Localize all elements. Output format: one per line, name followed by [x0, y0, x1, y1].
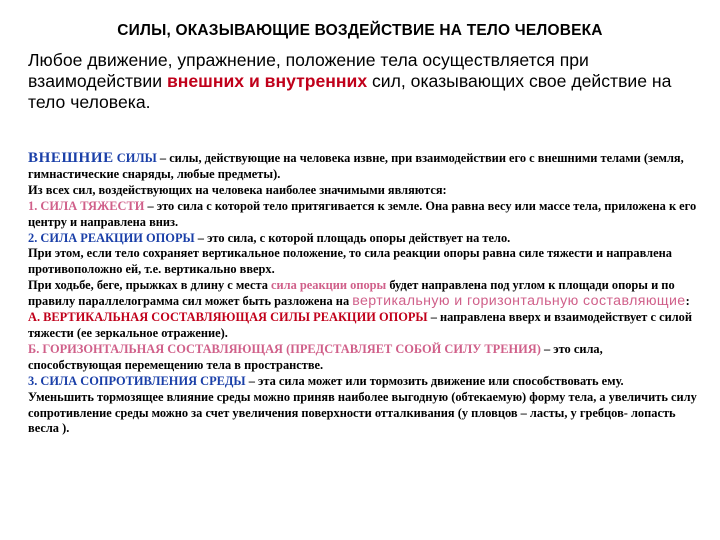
horizontal-paragraph	[28, 342, 698, 374]
resistance-note: Уменьшить тормозящее влияние среды можно приняв наиболее выгодную (обтекаемую) форму тела, а увеличить силу сопротивление среды можно за счет увеличения поверхности отталкивания (у пловцов – ласты, у гребцов- лопасть весла ).	[28, 389, 697, 436]
vertical-paragraph	[28, 310, 698, 342]
intro-text-1: Любое движение, упражнение, положение тела осуществляется при взаимодействии	[28, 50, 589, 91]
resistance-text: – эта сила может или тормозить движение или способствовать ему.	[245, 373, 624, 388]
support-paragraph	[28, 231, 698, 247]
support-text: – это сила, с которой площадь опоры действует на тело.	[194, 230, 511, 245]
support-p3a: При ходьбе, беге, прыжках в длину с места	[28, 278, 271, 293]
external-note: Из всех сил, воздействующих на человека наиболее значимыми являются:	[28, 182, 447, 197]
intro-paragraph	[28, 50, 700, 113]
support-label: 2. СИЛА РЕАКЦИИ ОПОРЫ	[28, 230, 195, 245]
external-heading: ВНЕШНИЕ	[28, 150, 114, 166]
gravity-text: – это сила с которой тело притягивается к земле. Она равна весу или массе тела, приложена к его центру и направлена вниз.	[28, 198, 697, 229]
vertical-text: – направлена вверх и взаимодействует с силой тяжести (ее зеркальное отражение).	[28, 310, 693, 340]
support-reaction-term: сила реакции опоры	[271, 278, 387, 293]
gravity-label: 1. СИЛА ТЯЖЕСТИ	[28, 198, 145, 213]
gravity-paragraph	[28, 199, 698, 231]
resistance-label: 3. СИЛА СОПРОТИВЛЕНИЯ СРЕДЫ	[28, 373, 246, 388]
support-p3e: :	[685, 294, 690, 309]
components-term: вертикальную и горизонтальную составляющие	[352, 293, 686, 310]
intro-highlight: внешних и внутренних	[166, 71, 368, 91]
external-definition: – силы, действующие на человека извне, при взаимодействии его с внешними телами (земля, гимнастические снаряды, любые предметы).	[28, 151, 684, 181]
support-decomposition	[28, 278, 698, 310]
horizontal-text: – это сила, способствующая перемещению тела в пространстве.	[28, 341, 603, 372]
external-forces-paragraph	[28, 151, 698, 183]
page-title: СИЛЫ, ОКАЗЫВАЮЩИЕ ВОЗДЕЙСТВИЕ НА ТЕЛО ЧЕЛОВЕКА	[117, 22, 603, 39]
external-heading-2: СИЛЫ	[113, 151, 157, 165]
intro-text-2: сил, оказывающих свое действие на тело человека.	[28, 71, 672, 112]
vertical-label: А. ВЕРТИКАЛЬНАЯ СОСТАВЛЯЮЩАЯ СИЛЫ РЕАКЦИИ ОПОРЫ	[28, 310, 428, 325]
horizontal-label: Б. ГОРИЗОНТАЛЬНАЯ СОСТАВЛЯЮЩАЯ (ПРЕДСТАВЛЯЕТ СОБОЙ СИЛУ ТРЕНИЯ)	[28, 341, 541, 356]
body-text	[28, 151, 698, 437]
resistance-paragraph	[28, 374, 698, 390]
support-vertical-note: При этом, если тело сохраняет вертикальное положение, то сила реакции опоры равна силе тяжести и направлена противоположно ей, т.е. вертикально вверх.	[28, 246, 672, 277]
support-p3c: будет направлена под углом к площади опоры и по правилу параллелограмма сил может быть разложена на	[28, 278, 675, 309]
